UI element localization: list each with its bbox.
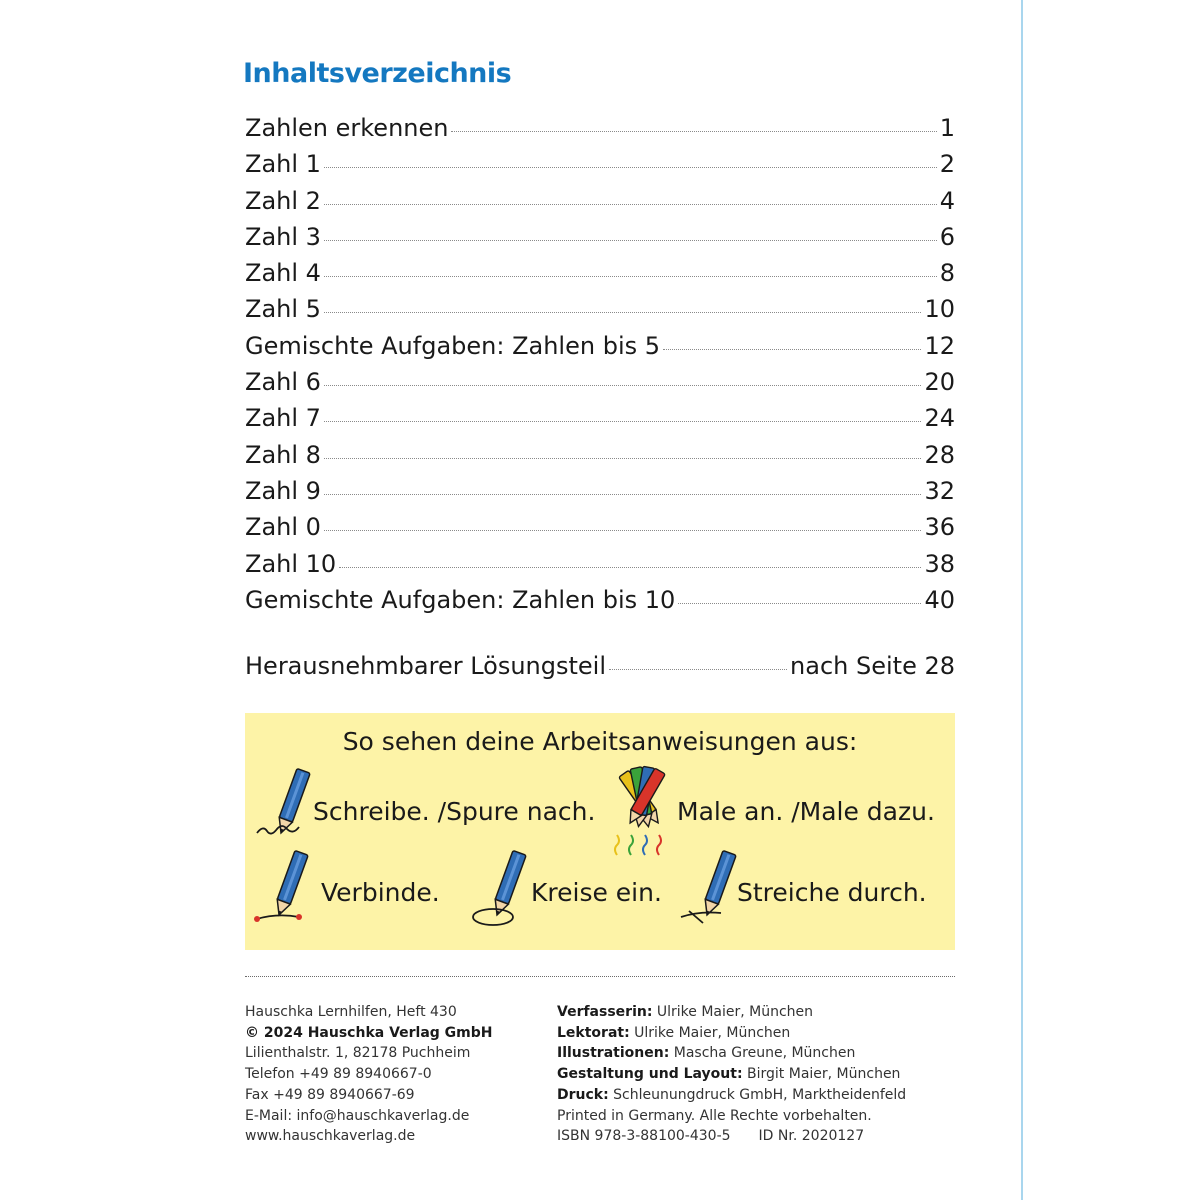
toc-label: Zahl 3	[245, 222, 321, 251]
instruction-circle: Kreise ein.	[531, 878, 662, 907]
toc-leader	[451, 131, 936, 132]
imprint-email: E-Mail: info@hauschkaverlag.de	[245, 1107, 470, 1124]
toc-label: Zahl 8	[245, 440, 321, 469]
imprint-publisher	[245, 1002, 493, 1147]
credit-layout: Gestaltung und Layout: Birgit Maier, München	[557, 1066, 901, 1083]
toc-row-solutions	[245, 648, 955, 684]
page-title: Inhaltsverzeichnis	[243, 58, 512, 89]
toc-row	[245, 473, 955, 509]
toc-label: Zahl 2	[245, 186, 321, 215]
instruction-strike: Streiche durch.	[737, 878, 927, 907]
imprint-series: Hauschka Lernhilfen, Heft 430	[245, 1004, 457, 1020]
toc-page: 6	[939, 222, 955, 251]
toc-leader	[678, 603, 921, 604]
toc-leader	[663, 349, 921, 350]
instructions-title: So sehen deine Arbeitsanweisungen aus:	[342, 727, 858, 756]
toc-label: Zahl 4	[245, 259, 321, 288]
toc-row	[245, 328, 955, 364]
page-edge-rule	[1021, 0, 1023, 1200]
toc-row	[245, 291, 955, 327]
toc-row	[245, 183, 955, 219]
toc-leader	[324, 385, 922, 386]
toc-row	[245, 255, 955, 291]
toc-row	[245, 546, 955, 582]
toc-page: 2	[939, 150, 955, 179]
toc-leader	[324, 312, 922, 313]
toc-leader	[609, 669, 787, 670]
instruction-write: Schreibe. /Spure nach.	[313, 797, 596, 826]
toc-page: 4	[939, 186, 955, 215]
toc-leader	[324, 240, 937, 241]
pencil-connect-icon	[251, 847, 317, 927]
toc-page: 1	[939, 114, 955, 142]
toc-label: Zahlen erkennen	[245, 114, 449, 142]
imprint-isbn-row	[557, 1126, 906, 1147]
instruction-color: Male an. /Male dazu.	[677, 797, 935, 826]
toc-leader	[339, 567, 921, 568]
footer-divider	[245, 976, 955, 977]
toc-page: nach Seite 28	[790, 652, 955, 680]
toc-page: 38	[924, 549, 955, 578]
imprint-rights: Printed in Germany. Alle Rechte vorbehalten.	[557, 1107, 872, 1124]
isbn: ISBN 978-3-88100-430-5	[557, 1128, 731, 1145]
credit-editing: Lektorat: Ulrike Maier, München	[557, 1024, 791, 1041]
toc-row	[245, 437, 955, 473]
toc-row	[245, 400, 955, 436]
toc-label: Gemischte Aufgaben: Zahlen bis 5	[245, 331, 661, 360]
imprint-website: www.hauschkaverlag.de	[245, 1128, 416, 1145]
pencil-write-icon	[253, 765, 315, 840]
toc-label: Zahl 9	[245, 476, 321, 505]
toc-row	[245, 146, 955, 182]
toc-leader	[324, 494, 922, 495]
toc-label: Herausnehmbarer Lösungsteil	[245, 652, 607, 680]
credit-print: Druck: Schleunungdruck GmbH, Marktheidenfeld	[557, 1086, 907, 1103]
imprint-address: Lilienthalstr. 1, 82178 Puchheim	[245, 1045, 471, 1062]
pencil-strike-icon	[679, 847, 745, 927]
toc-label: Zahl 0	[245, 513, 321, 542]
imprint-phone: Telefon +49 89 8940667-0	[245, 1066, 432, 1083]
toc-label: Zahl 10	[245, 549, 337, 578]
toc-leader	[324, 530, 922, 531]
toc-page: 12	[924, 331, 955, 360]
toc-page: 20	[924, 368, 955, 397]
toc-leader	[324, 204, 937, 205]
toc-page: 28	[924, 440, 955, 469]
imprint-copyright: © 2024 Hauschka Verlag GmbH	[245, 1024, 493, 1041]
toc-row	[245, 509, 955, 545]
toc-label: Zahl 1	[245, 150, 321, 179]
toc-label: Zahl 7	[245, 404, 321, 433]
imprint-credits	[557, 1002, 906, 1147]
toc-row	[245, 110, 955, 146]
toc-label: Zahl 5	[245, 295, 321, 324]
toc-row	[245, 364, 955, 400]
toc-page: 36	[924, 513, 955, 542]
id-number: ID Nr. 2020127	[758, 1128, 865, 1145]
credit-illustrations: Illustrationen: Mascha Greune, München	[557, 1045, 856, 1062]
instruction-connect: Verbinde.	[321, 878, 440, 907]
toc-page: 24	[924, 404, 955, 433]
toc-leader	[324, 458, 922, 459]
toc-page: 40	[924, 585, 955, 614]
toc-page: 8	[939, 259, 955, 288]
toc-leader	[324, 167, 937, 168]
pencil-circle-icon	[469, 847, 535, 927]
imprint-fax: Fax +49 89 8940667-69	[245, 1086, 415, 1103]
toc-label: Zahl 6	[245, 368, 321, 397]
toc-leader	[324, 421, 922, 422]
instructions-box	[245, 713, 955, 950]
toc-row	[245, 582, 955, 618]
toc-page: 32	[924, 476, 955, 505]
toc-row	[245, 219, 955, 255]
toc-page: 10	[924, 295, 955, 324]
table-of-contents	[245, 110, 955, 618]
colored-pencils-icon	[607, 761, 681, 861]
credit-author: Verfasserin: Ulrike Maier, München	[557, 1004, 814, 1020]
toc-leader	[324, 276, 937, 277]
toc-label: Gemischte Aufgaben: Zahlen bis 10	[245, 585, 676, 614]
